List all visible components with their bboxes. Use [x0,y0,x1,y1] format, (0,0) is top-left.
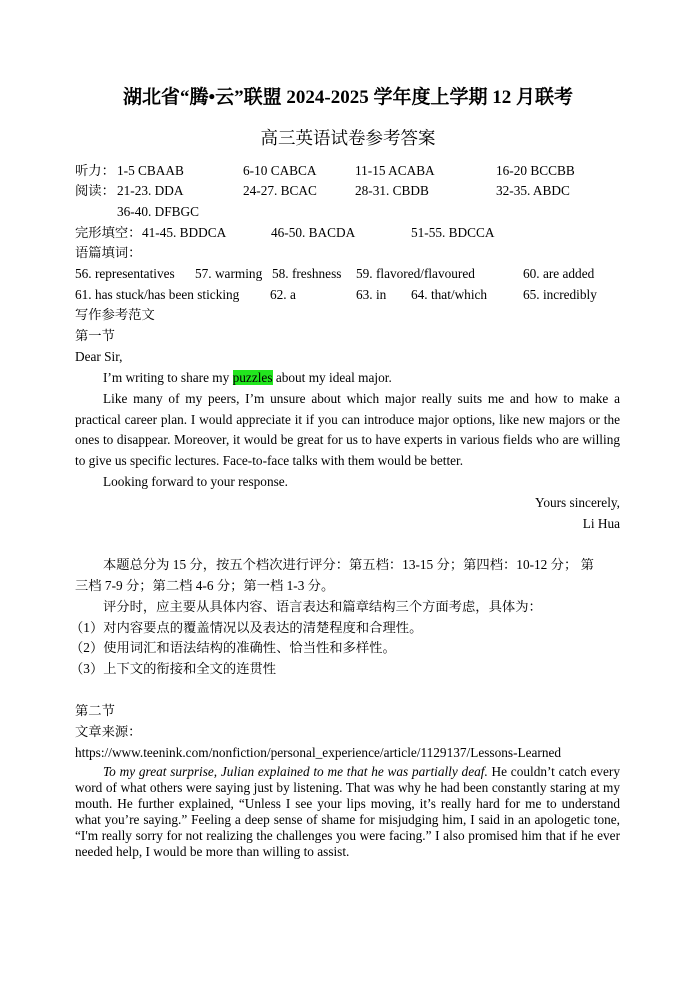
answer-group: 46-50. BACDA [271,225,356,240]
answer-item: 64. that/which [411,287,488,302]
listening-row [75,162,575,180]
essay-text: I’m writing to share my [103,370,233,385]
story-text: He couldn’t catch every word of what others were saying just by listening. That was why he had been constantly staring at my mouth. He further explained, “Unless I see your lips moving, it’s really hard for me to understand what you’re saying.” Feeling a deep sense of shame for misjudging him, I said in an apologetic tone, “I'm really sorry for not realizing the challenges you were facing.” I also promised him that if he ever needed help, I would be more than willing to assist. [75,764,620,859]
answer-group: 24-27. BCAC [243,183,317,198]
answer-item: 65. incredibly [523,287,597,302]
cloze-row [75,224,495,242]
page-title: 湖北省“腾•云”联盟 2024-2025 学年度上学期 12 月联考 [123,87,573,108]
answer-group: 28-31. CBDB [355,183,429,198]
story-italic-start: To my great surprise, Julian explained to me that he was partially deaf. [103,764,488,779]
section-1-label: 第一节 [75,328,115,343]
highlighted-word: puzzles [232,370,273,385]
source-url: https://www.teenink.com/nonfiction/personal_experience/article/1129137/Lessons-Learned [75,745,562,760]
cloze-label: 完形填空： [75,225,142,240]
story-paragraph [75,764,620,860]
grammar-label: 语篇填词： [75,245,142,260]
closing: Yours sincerely, [535,495,620,510]
listening-label: 听力： [75,163,115,178]
answer-item: 63. in [356,287,387,302]
reading-extra: 36-40. DFBGC [117,204,200,219]
answer-item: 57. warming [195,266,263,281]
reading-row [75,182,570,200]
criterion-item: （2）使用词汇和语法结构的准确性、恰当性和多样性。 [70,640,396,655]
scoring-line-1: 本题总分为 15 分，按五个档次进行评分：第五档：13-15 分；第四档：10-12 分； 第 [103,557,594,572]
writing-label: 写作参考范文 [75,307,155,322]
answer-item: 62. a [270,287,296,302]
reading-label: 阅读： [75,183,115,198]
essay-paragraph-1 [103,369,392,387]
essay-text: about my ideal major. [272,370,392,385]
criterion-item: （1）对内容要点的覆盖情况以及表达的清楚程度和合理性。 [70,620,423,635]
answer-item: 60. are added [523,266,595,281]
page-subtitle: 高三英语试卷参考答案 [260,128,436,148]
section-2-label: 第二节 [75,703,115,718]
answer-item: 61. has stuck/has been sticking [75,287,240,302]
criterion-item: （3）上下文的衔接和全文的连贯性 [70,661,277,676]
answer-group: 16-20 BCCBB [496,163,575,178]
answer-item: 56. representatives [75,266,175,281]
essay-paragraph-2: Like many of my peers, I’m unsure about which major really suits me and how to make a practical career plan. I would appreciate it if you can introduce major options, like new majors or the ones to disappear. Moreover, it would be great for us to have experts in various fields who are willing to give us specific lectures. Face-to-face talks with them would be better. [75,391,620,468]
source-label: 文章来源： [75,724,142,739]
scoring-line-2: 评分时，应主要从具体内容、语言表达和篇章结构三个方面考虑，具体为： [103,599,542,614]
answer-group: 51-55. BDCCA [411,225,495,240]
answer-group: 1-5 CBAAB [117,163,184,178]
answer-item: 59. flavored/flavoured [356,266,475,281]
answer-item: 58. freshness [272,266,342,281]
salutation: Dear Sir, [75,349,123,364]
scoring-line-1b: 三档 7-9 分；第二档 4-6 分；第一档 1-3 分。 [75,578,335,593]
answer-group: 41-45. BDDCA [142,225,227,240]
signature: Li Hua [582,516,620,531]
answer-group: 21-23. DDA [117,183,184,198]
answer-group: 6-10 CABCA [243,163,317,178]
essay-paragraph-3: Looking forward to your response. [103,474,289,489]
answer-group: 32-35. ABDC [496,183,570,198]
answer-group: 11-15 ACABA [355,163,435,178]
